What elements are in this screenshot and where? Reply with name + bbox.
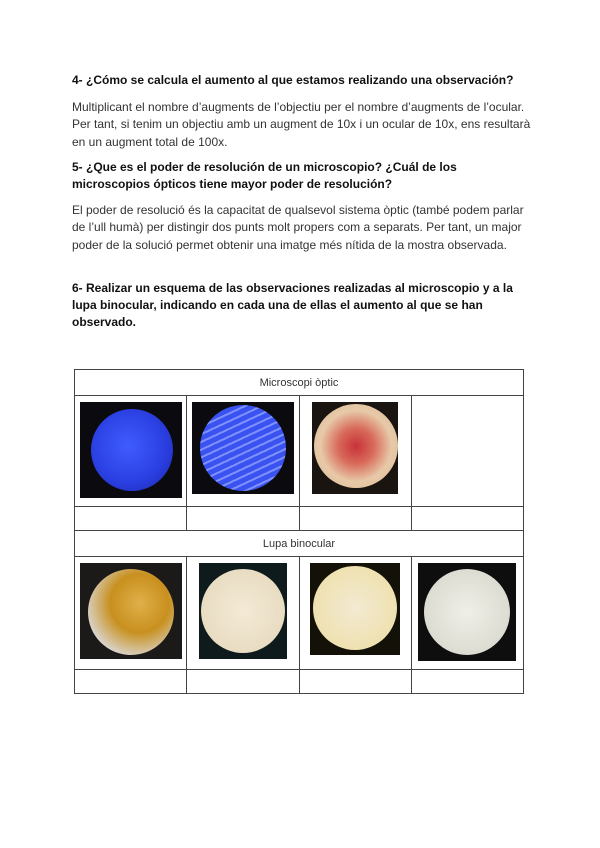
microscope-cell-4-empty xyxy=(411,396,523,507)
question-5: 5- ¿Que es el poder de resolución de un microscopio? ¿Cuál de los microscopios ópticos tiene mayor poder de resolución? xyxy=(72,160,457,191)
microscope-magnification-3 xyxy=(299,507,411,531)
lupa-magnification-2 xyxy=(187,670,299,694)
lupa-magnification-3 xyxy=(299,670,411,694)
lupa-cell-3 xyxy=(299,557,411,670)
mold-spores-photo xyxy=(310,563,400,655)
blue-cells-photo xyxy=(80,402,182,498)
hair-fibers-photo xyxy=(199,563,287,659)
lupa-magnification-4 xyxy=(411,670,523,694)
observations-table xyxy=(74,369,524,694)
microscope-magnification-2 xyxy=(187,507,299,531)
question-6: 6- Realizar un esquema de las observaciones realizadas al microscopio y a la lupa binocular, indicando en cada una de ellas el aumento al que se han observado. xyxy=(72,281,513,329)
lupa-magnification-1 xyxy=(75,670,187,694)
microscope-cell-2 xyxy=(187,396,299,507)
microscope-header: Microscopi òptic xyxy=(75,370,524,396)
question-4: 4- ¿Cómo se calcula el aumento al que estamos realizando una observación? xyxy=(72,73,514,87)
lupa-header: Lupa binocular xyxy=(75,531,524,557)
microscope-magnification-4 xyxy=(411,507,523,531)
butterfly-wing-photo xyxy=(80,563,182,659)
microscope-cell-3 xyxy=(299,396,411,507)
mold-hyphae-photo xyxy=(418,563,516,661)
microscope-magnification-1 xyxy=(75,507,187,531)
lupa-cell-2 xyxy=(187,557,299,670)
red-cells-photo xyxy=(312,402,398,494)
answer-5: El poder de resolució és la capacitat de qualsevol sistema òptic (també podem parlar de l’ull humà) per distingir dos punts molt propers com a separats. Per tant, un major poder de la solució permet obtenir una imatge més nítida de la mostra observada. xyxy=(72,203,524,252)
lupa-cell-1 xyxy=(75,557,187,670)
lupa-cell-4 xyxy=(411,557,523,670)
blue-striated-cells-photo xyxy=(192,402,294,494)
answer-4: Multiplicant el nombre d’augments de l’objectiu per el nombre d’augments de l’ocular. Per tant, si tenim un objectiu amb un augment de 10x i un ocular de 10x, ens resultarà en un augment total de 100x. xyxy=(72,100,531,149)
microscope-cell-1 xyxy=(75,396,187,507)
